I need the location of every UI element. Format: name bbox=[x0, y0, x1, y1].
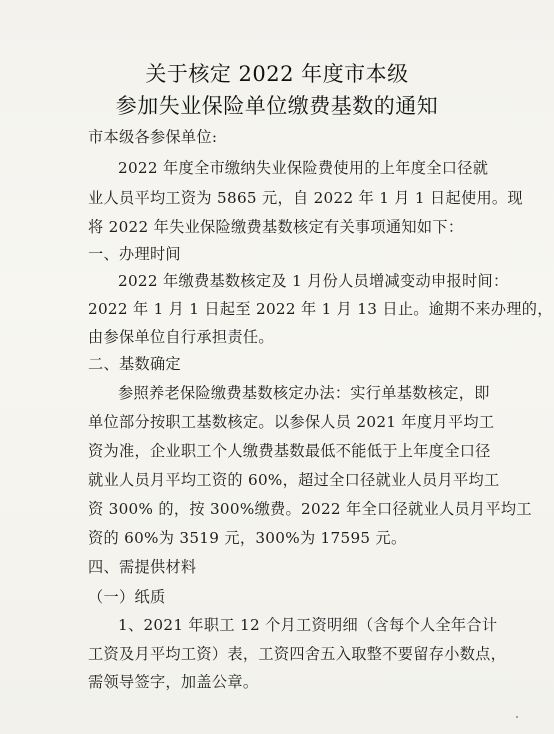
scan-speck bbox=[516, 716, 518, 718]
salutation: 市本级各参保单位: bbox=[88, 128, 218, 146]
section-1-line-1: 2022 年缴费基数核定及 1 月份人员增减变动申报时间： bbox=[118, 272, 509, 290]
intro-line-3: 将 2022 年失业保险缴费基数核定有关事项通知如下： bbox=[88, 218, 464, 236]
item-1-line-1: 1、2021 年职工 12 个月工资明细（含每个人全年合计 bbox=[118, 616, 498, 634]
section-2-line-4: 就业人员月平均工资的 60%，超过全口径就业人员月平均工 bbox=[88, 471, 500, 489]
document-title-line-1: 关于核定 2022 年度市本级 bbox=[145, 62, 409, 86]
subsection-1-heading: （一）纸质 bbox=[88, 588, 166, 606]
section-1-line-2: 2022 年 1 月 1 日起至 2022 年 1 月 13 日止。逾期不来办理的， bbox=[88, 300, 553, 318]
document-title-line-2: 参加失业保险单位缴费基数的通知 bbox=[115, 94, 439, 118]
section-2-line-6: 资的 60%为 3519 元，300%为 17595 元。 bbox=[88, 529, 407, 547]
item-1-line-2: 工资及月平均工资）表，工资四舍五入取整不要留存小数点， bbox=[88, 645, 507, 663]
intro-line-2: 业人员平均工资为 5865 元，自 2022 年 1 月 1 日起使用。现 bbox=[88, 189, 523, 207]
section-1-heading: 一、办理时间 bbox=[88, 245, 181, 263]
section-2-line-2: 单位部分按职工基数核定。以参保人员 2021 年度月平均工 bbox=[88, 413, 495, 431]
section-2-line-3: 资为准，企业职工个人缴费基数最低不能低于上年度全口径 bbox=[88, 442, 491, 460]
item-1-line-3: 需领导签字，加盖公章。 bbox=[88, 673, 259, 691]
section-2-line-5: 资 300% 的，按 300%缴费。2022 年全口径就业人员月平均工 bbox=[88, 500, 532, 518]
intro-line-1: 2022 年度全市缴纳失业保险费使用的上年度全口径就 bbox=[118, 159, 489, 177]
section-1-line-3: 由参保单位自行承担责任。 bbox=[88, 328, 274, 346]
section-2-line-1: 参照养老保险缴费基数核定办法：实行单基数核定，即 bbox=[118, 384, 490, 402]
section-4-heading: 四、需提供材料 bbox=[88, 558, 197, 576]
section-2-heading: 二、基数确定 bbox=[88, 355, 181, 373]
